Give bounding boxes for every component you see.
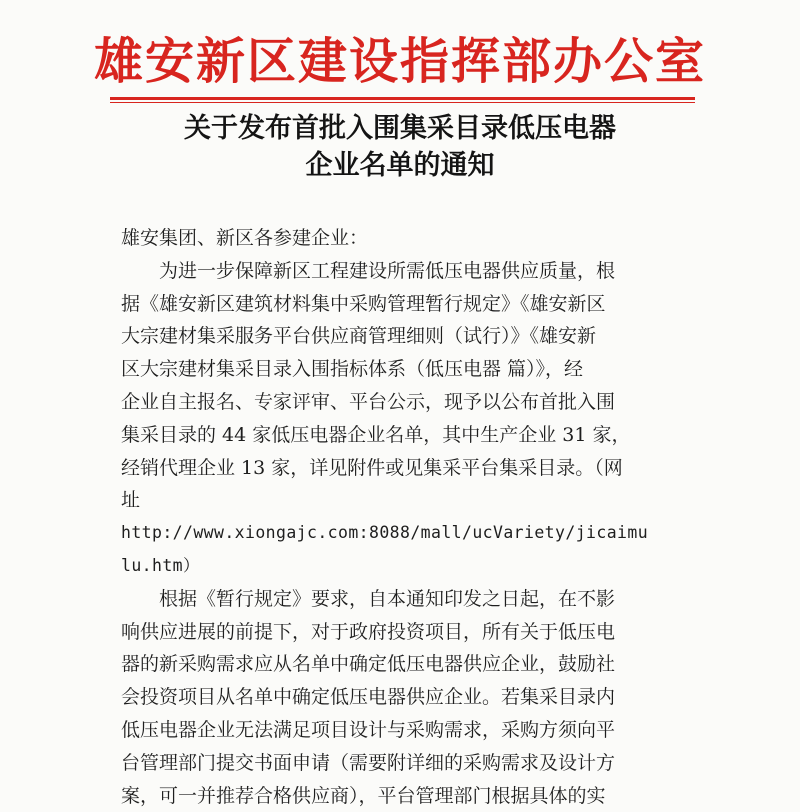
body-line: 集采目录的 44 家低压电器企业名单，其中生产企业 31 家，: [121, 423, 631, 446]
body-line: 企业自主报名、专家评审、平台公示，现予以公布首批入围: [121, 390, 616, 413]
body-line: 区大宗建材集采目录入围指标体系（低压电器 篇）》，经: [121, 358, 584, 381]
document-body: [121, 222, 681, 812]
body-line: 会投资项目从名单中确定低压电器供应企业。若集采目录内: [121, 686, 616, 709]
document-title-line-2: 企业名单的通知: [305, 150, 495, 181]
url-line: lu.htm）: [121, 555, 200, 575]
body-line: 经销代理企业 13 家，详见附件或见集采平台集采目录。（网: [121, 456, 623, 479]
red-divider-thick: [110, 97, 695, 100]
body-line: 为进一步保障新区工程建设所需低压电器供应质量，根: [159, 259, 616, 282]
url-line: http://www.xiongajc.com:8088/mall/ucVariety/jicaimu: [121, 523, 649, 543]
body-line: 台管理部门提交书面申请（需要附详细的采购需求及设计方: [121, 751, 616, 774]
body-line: 案，可一并推荐合格供应商），平台管理部门根据具体的实: [121, 784, 606, 807]
document-title: [0, 110, 800, 184]
body-line: 大宗建材集采服务平台供应商管理细则（试行）》《雄安新: [121, 325, 597, 348]
body-line: 据《雄安新区建筑材料集中采购管理暂行规定》《雄安新区: [121, 292, 606, 315]
salutation: 雄安集团、新区各参建企业：: [121, 227, 369, 249]
agency-masthead: 雄安新区建设指挥部办公室: [93, 33, 706, 90]
body-line: 器的新采购需求应从名单中确定低压电器供应企业，鼓励社: [121, 653, 616, 676]
body-line: 址: [121, 489, 141, 512]
document-title-line-1: 关于发布首批入围集采目录低压电器: [184, 113, 616, 144]
body-line: 根据《暂行规定》要求，自本通知印发之日起，在不影: [159, 587, 616, 610]
body-line: 响供应进展的前提下，对于政府投资项目，所有关于低压电: [121, 620, 616, 643]
body-line: 低压电器企业无法满足项目设计与采购需求，采购方须向平: [121, 718, 616, 741]
red-divider-thin: [110, 102, 695, 103]
